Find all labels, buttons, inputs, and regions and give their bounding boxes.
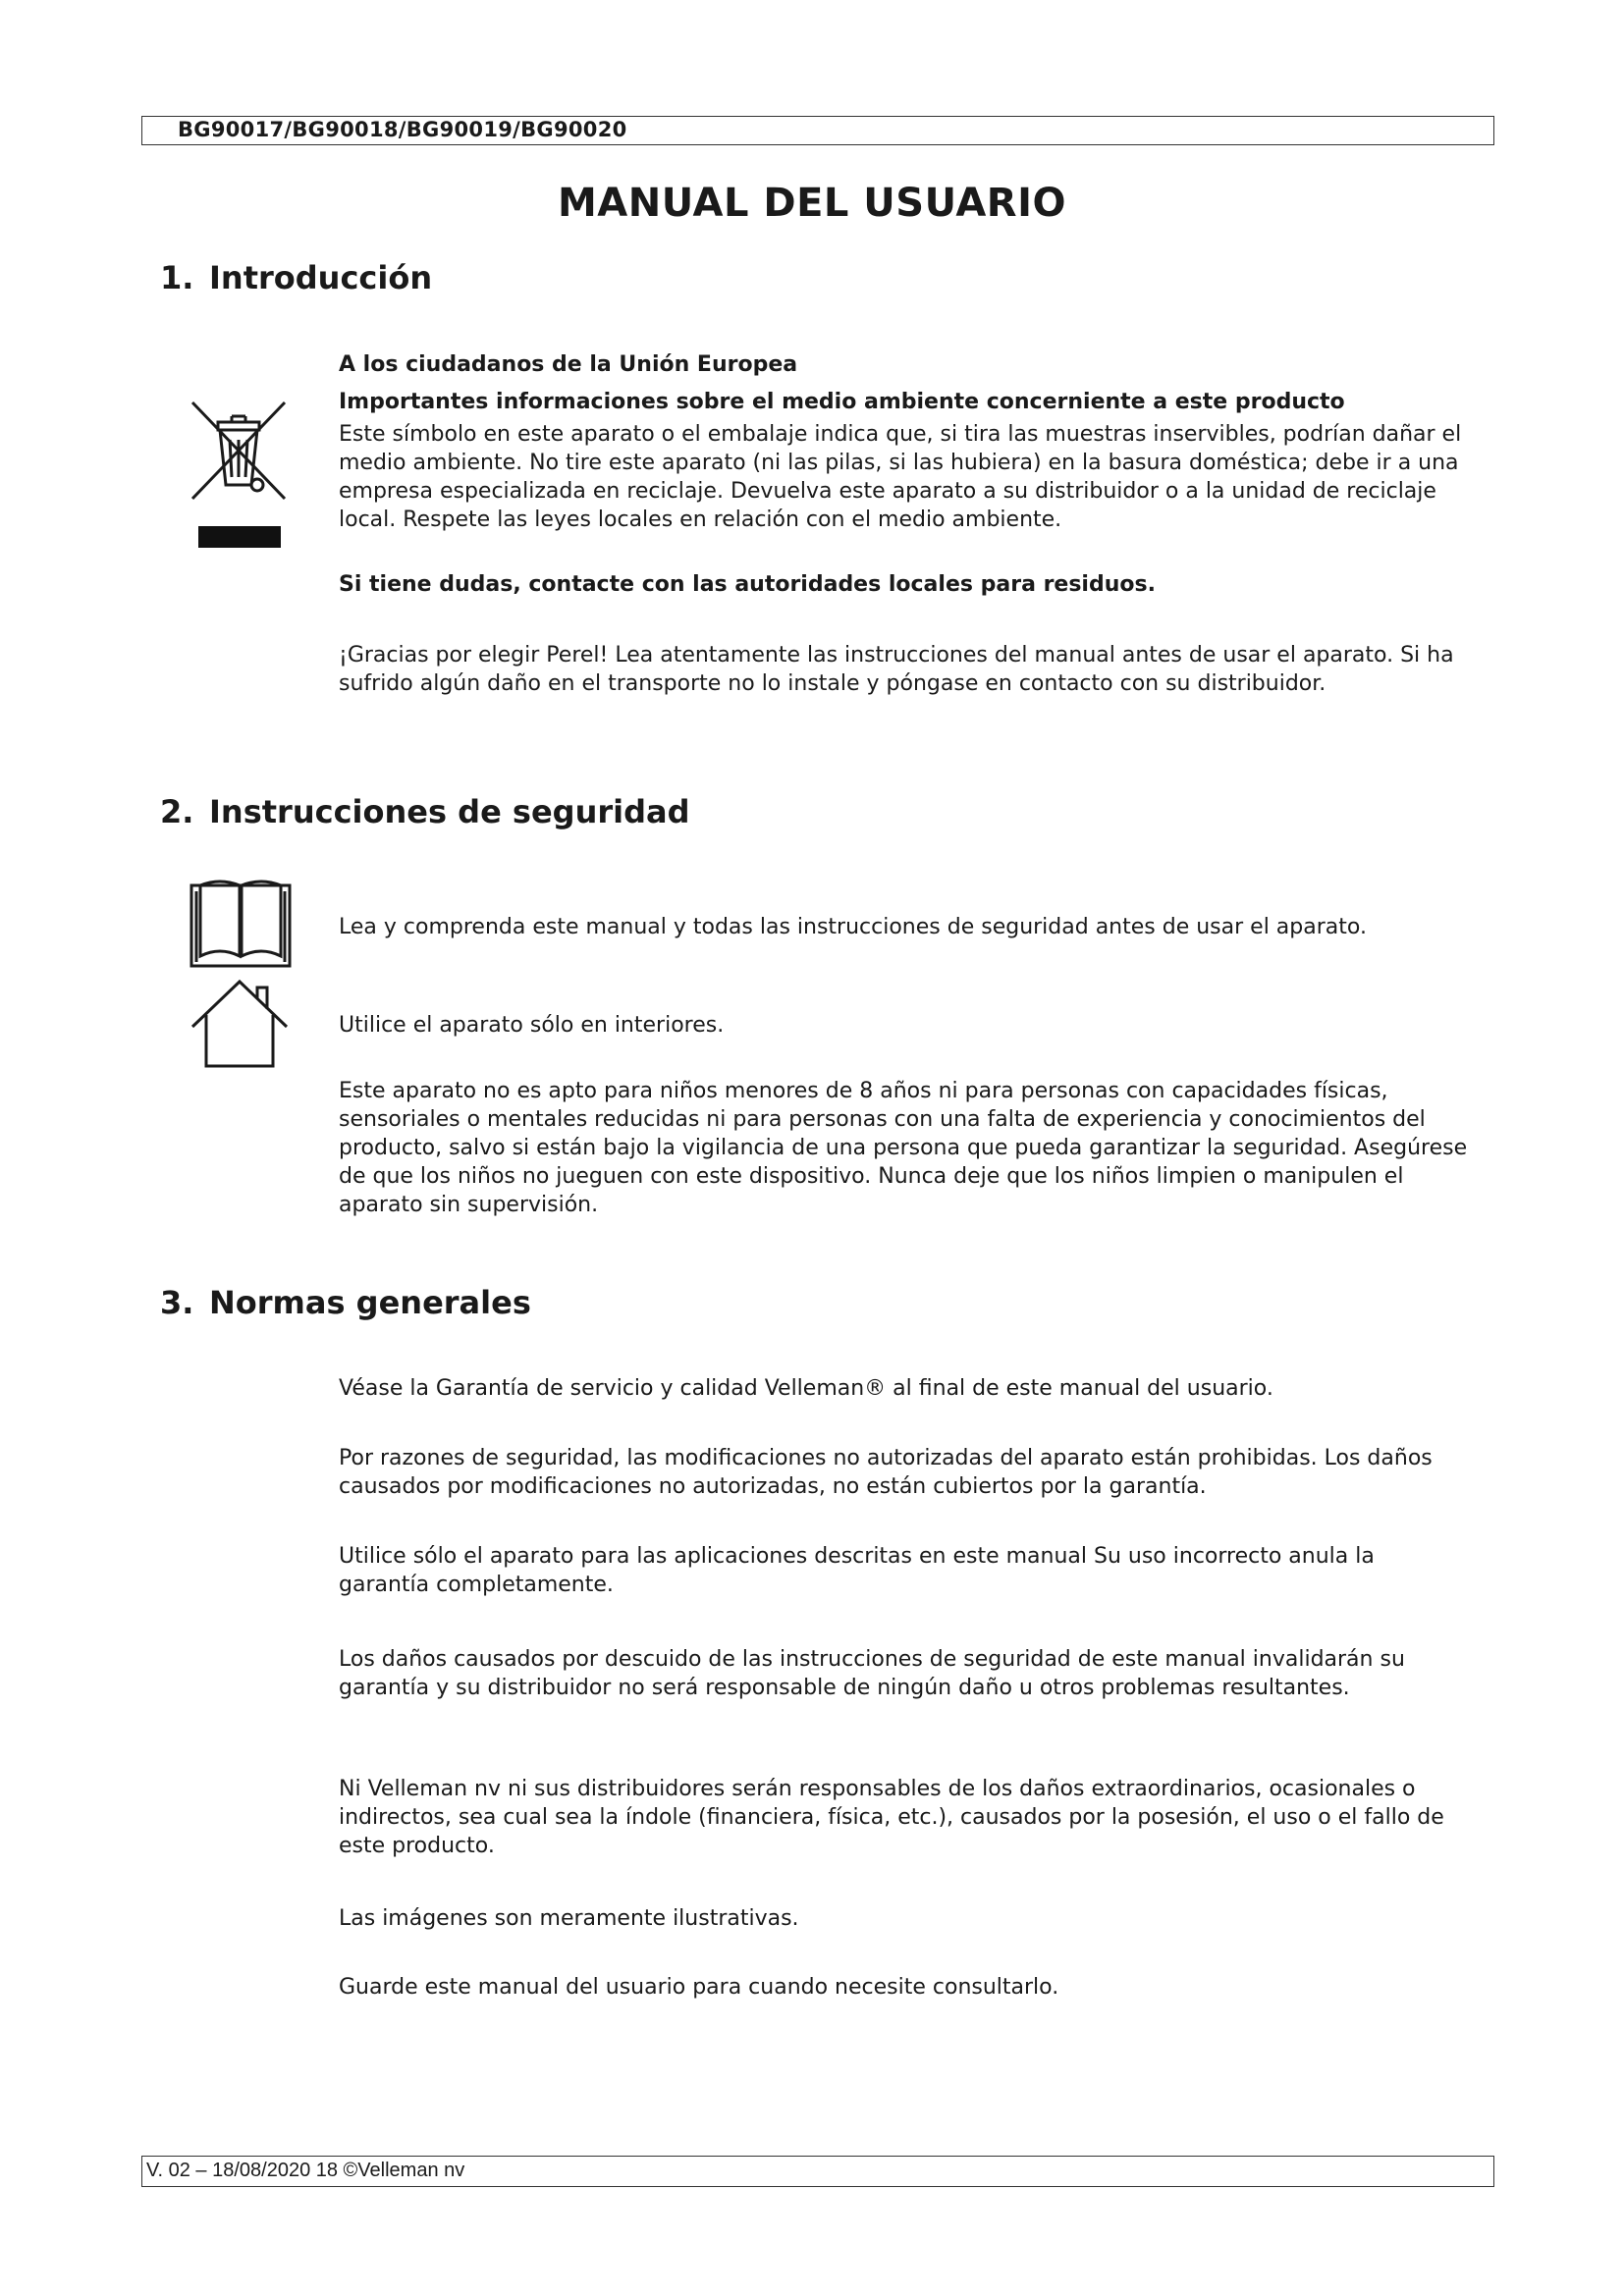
- section-title: Normas generales: [209, 1284, 531, 1321]
- general-paragraph: Las imágenes son meramente ilustrativas.: [339, 1906, 799, 1931]
- general-paragraph: Véase la Garantía de servicio y calidad Velleman® al final de este manual del usuario.: [339, 1376, 1273, 1401]
- footer-version: V. 02 – 18/08/2020 18 ©Velleman nv: [141, 2156, 1494, 2187]
- read-manual-text: Lea y comprenda este manual y todas las instrucciones de seguridad antes de usar el aparato.: [339, 915, 1367, 939]
- section-number: 1.: [160, 259, 194, 296]
- section-number: 3.: [160, 1284, 194, 1321]
- section-title: Introducción: [209, 259, 433, 296]
- eu-citizens-heading: A los ciudadanos de la Unión Europea: [339, 352, 798, 377]
- general-paragraph: Los daños causados por descuido de las instrucciones de seguridad de este manual invalidarán su garantía y su distribuidor no será responsable de ningún daño u otros problemas resultantes.: [339, 1647, 1405, 1700]
- header-model-numbers: BG90017/BG90018/BG90019/BG90020: [141, 116, 1494, 145]
- weee-crossed-bin-icon: [183, 397, 295, 554]
- general-paragraph: Ni Velleman nv ni sus distribuidores serán responsables de los daños extraordinarios, ocasionales o indirectos, sea cual sea la índole (financiera, física, etc.), causados por la posesión, el uso o el fallo de este producto.: [339, 1777, 1444, 1858]
- section-title: Instrucciones de seguridad: [209, 793, 690, 830]
- indoor-use-text: Utilice el aparato sólo en interiores.: [339, 1013, 725, 1038]
- page-title: MANUAL DEL USUARIO: [558, 181, 1066, 226]
- environment-contact: Si tiene dudas, contacte con las autoridades locales para residuos.: [339, 572, 1156, 597]
- children-warning-text: Este aparato no es apto para niños menores de 8 años ni para personas con capacidades físicas, sensoriales o mentales reducidas ni para personas con una falta de experiencia y conocimientos del producto, salvo si están bajo la vigilancia de una persona que pueda garantizar la seguridad. Asegúrese de que los niños no jueguen con este dispositivo. Nunca deje que los niños limpien o manipulen el aparato sin supervisión.: [339, 1079, 1468, 1217]
- general-paragraph: Guarde este manual del usuario para cuando necesite consultarlo.: [339, 1975, 1059, 2000]
- read-manual-book-icon: [189, 876, 293, 970]
- environment-heading: Importantes informaciones sobre el medio ambiente concerniente a este producto: [339, 390, 1345, 414]
- section-heading-seguridad: [160, 793, 690, 830]
- environment-text: Este símbolo en este aparato o el embalaje indica que, si tira las muestras inservibles, podrían dañar el medio ambiente. No tire este aparato (ni las pilas, si las hubiera) en la basura doméstica; debe ir a una empresa especializada en reciclaje. Devuelva este aparato a su distribuidor o a la unidad de reciclaje local. Respete las leyes locales en relación con el medio ambiente.: [339, 422, 1462, 532]
- section-number: 2.: [160, 793, 194, 830]
- section-heading-normas: [160, 1284, 531, 1321]
- general-paragraph: Por razones de seguridad, las modificaciones no autorizadas del aparato están prohibidas. Los daños causados por modificaciones no autorizadas, no están cubiertos por la garantía.: [339, 1446, 1433, 1499]
- general-paragraph: Utilice sólo el aparato para las aplicaciones descritas en este manual Su uso incorrecto anula la garantía completamente.: [339, 1544, 1375, 1597]
- thanks-text: ¡Gracias por elegir Perel! Lea atentamente las instrucciones del manual antes de usar el aparato. Si ha sufrido algún daño en el transporte no lo instale y póngase en contacto con su distribuidor.: [339, 643, 1454, 696]
- indoor-house-icon: [189, 978, 291, 1070]
- section-heading-introduccion: [160, 259, 432, 296]
